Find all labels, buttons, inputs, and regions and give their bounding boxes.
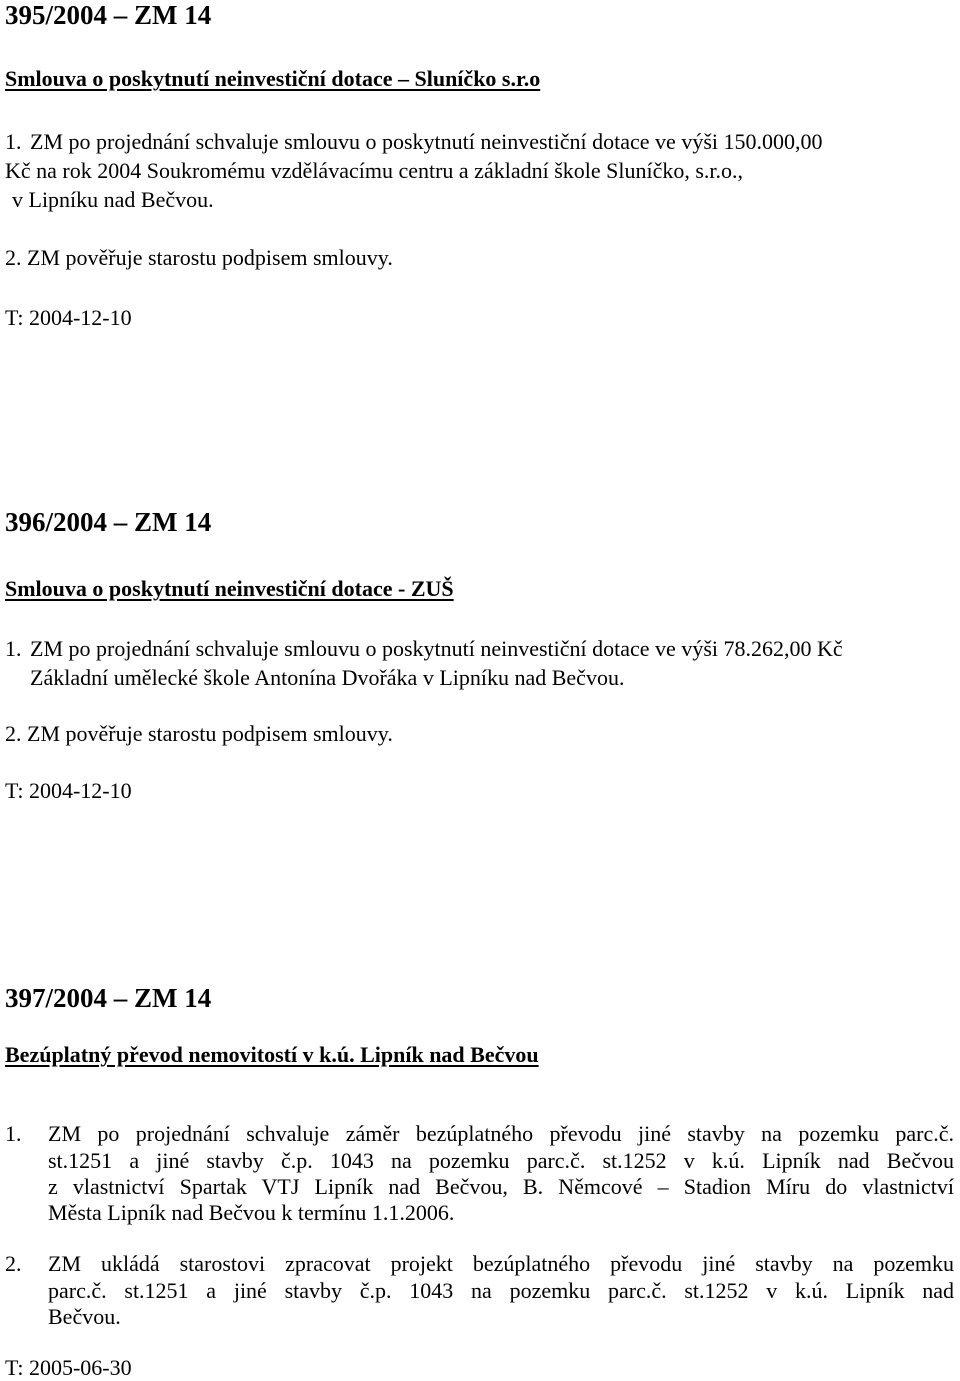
item-text: 2. ZM pověřuje starostu podpisem smlouvy.	[5, 721, 393, 746]
item-text-line: ZM po projednání schvaluje záměr bezúplatného převodu jiné stavby na pozemku parc.č.	[48, 1121, 954, 1146]
item-number: 1.	[5, 129, 22, 154]
resolution-subtitle: Smlouva o poskytnutí neinvestiční dotace - ZUŠ	[5, 576, 454, 601]
item-text-line: v Lipníku nad Bečvou.	[12, 187, 214, 212]
item-text-line: Bečvou.	[48, 1304, 121, 1329]
item-text-line: st.1251 a jiné stavby č.p. 1043 na pozemku parc.č. st.1252 v k.ú. Lipník nad Bečvou	[48, 1148, 954, 1173]
resolution-heading: 396/2004 – ZM 14	[5, 507, 212, 537]
item-text-line: Města Lipník nad Bečvou k termínu 1.1.2006.	[48, 1200, 455, 1225]
resolution-heading: 395/2004 – ZM 14	[5, 0, 212, 30]
item-number: 1.	[5, 636, 22, 661]
item-text-line: Kč na rok 2004 Soukromému vzdělávacímu centru a základní škole Sluníčko, s.r.o.,	[5, 158, 744, 183]
item-number: 1.	[5, 1121, 22, 1146]
item-text-line: ZM po projednání schvaluje smlouvu o poskytnutí neinvestiční dotace ve výši 78.262,00 Kč	[30, 636, 843, 661]
item-text-line: ZM po projednání schvaluje smlouvu o poskytnutí neinvestiční dotace ve výši 150.000,00	[30, 129, 823, 154]
item-text-line: z vlastnictví Spartak VTJ Lipník nad Bečvou, B. Němcové – Stadion Míru do vlastnictví	[48, 1174, 954, 1199]
deadline: T: 2004-12-10	[5, 778, 132, 803]
item-number: 2.	[5, 1251, 22, 1276]
resolution-subtitle: Bezúplatný převod nemovitostí v k.ú. Lipník nad Bečvou	[5, 1042, 539, 1067]
item-text-line: Základní umělecké škole Antonína Dvořáka v Lipníku nad Bečvou.	[30, 665, 625, 690]
item-text-line: parc.č. st.1251 a jiné stavby č.p. 1043 na pozemku parc.č. st.1252 v k.ú. Lipník nad	[48, 1278, 954, 1303]
item-text-line: ZM ukládá starostovi zpracovat projekt bezúplatného převodu jiné stavby na pozemku	[48, 1251, 954, 1276]
deadline: T: 2004-12-10	[5, 305, 132, 330]
item-text: 2. ZM pověřuje starostu podpisem smlouvy.	[5, 245, 393, 270]
resolution-subtitle: Smlouva o poskytnutí neinvestiční dotace – Sluníčko s.r.o	[5, 66, 541, 91]
deadline: T: 2005-06-30	[5, 1355, 132, 1380]
resolution-heading: 397/2004 – ZM 14	[5, 983, 212, 1013]
